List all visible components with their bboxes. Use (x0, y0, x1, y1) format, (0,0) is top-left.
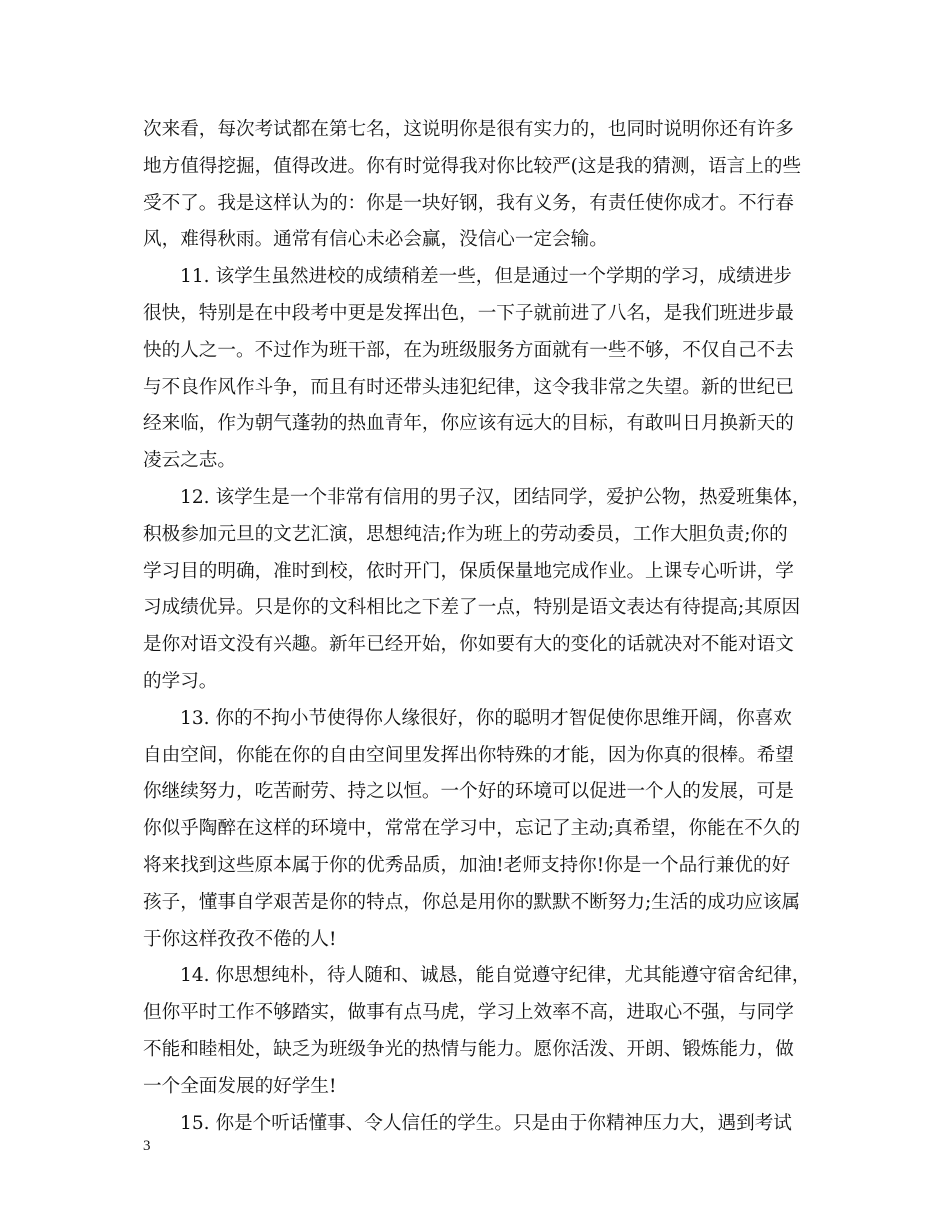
text-line: 凌云之志。 (143, 450, 236, 472)
text-line: 习成绩优异。只是你的文科相比之下差了一点，特别是语文表达有待提高;其原因 (143, 597, 801, 619)
paragraph-15-first-line: 15. 你是个听话懂事、令人信任的学生。只是由于你精神压力大，遇到考试 (180, 1112, 792, 1134)
paragraph-13-first-line: 13. 你的不拘小节使得你人缘很好，你的聪明才智促使你思维开阔，你喜欢 (180, 707, 792, 729)
text-line: 受不了。我是这样认为的：你是一块好钢，我有义务，有责任使你成才。不行春 (143, 192, 794, 214)
text-line: 次来看，每次考试都在第七名，这说明你是很有实力的，也同时说明你还有许多 (143, 119, 794, 140)
text-line: 风，难得秋雨。通常有信心未必会赢，没信心一定会输。 (143, 229, 608, 251)
text-line: 很快，特别是在中段考中更是发挥出色，一下子就前进了八名，是我们班进步最 (143, 302, 794, 324)
text-line: 地方值得挖掘，值得改进。你有时觉得我对你比较严(这是我的猜测，语言上的些 (143, 155, 802, 177)
page-number: 3 (143, 1138, 151, 1154)
page-body-text (143, 112, 825, 1142)
text-line: 你似乎陶醉在这样的环境中，常常在学习中，忘记了主动;真希望，你能在不久的 (143, 818, 801, 840)
text-line: 的学习。 (143, 670, 218, 692)
text-line: 将来找到这些原本属于你的优秀品质，加油!老师支持你!你是一个品行兼优的好 (143, 854, 791, 876)
text-line: 学习目的明确，准时到校，依时开门，保质保量地完成作业。上课专心听讲，学 (143, 560, 794, 582)
text-line: 但你平时工作不够踏实，做事有点马虎，学习上效率不高，进取心不强，与同学 (143, 1002, 794, 1024)
text-line: 你继续努力，吃苦耐劳、持之以恒。一个好的环境可以促进一个人的发展，可是 (143, 781, 794, 803)
text-line: 孩子，懂事自学艰苦是你的特点，你总是用你的默默不断努力;生活的成功应该属 (143, 891, 801, 913)
paragraph-14-first-line: 14. 你思想纯朴，待人随和、诚恳，能自觉遵守纪律，尤其能遵守宿舍纪律， (180, 965, 811, 987)
text-line: 与不良作风作斗争，而且有时还带头违犯纪律，这令我非常之失望。新的世纪已 (143, 376, 794, 398)
text-line: 快的人之一。不过作为班干部，在为班级服务方面就有一些不够，不仅自己不去 (143, 339, 794, 361)
text-line: 于你这样孜孜不倦的人! (143, 928, 337, 950)
text-line: 积极参加元旦的文艺汇演，思想纯洁;作为班上的劳动委员，工作大胆负责;你的 (143, 523, 788, 545)
text-line: 是你对语文没有兴趣。新年已经开始，你如要有大的变化的话就决对不能对语文 (143, 634, 794, 656)
paragraph-11-first-line: 11. 该学生虽然进校的成绩稍差一些，但是通过一个学期的学习，成绩进步 (180, 266, 792, 288)
text-line: 不能和睦相处，缺乏为班级争光的热情与能力。愿你活泼、开朗、锻炼能力，做 (143, 1038, 794, 1060)
text-line: 一个全面发展的好学生! (143, 1075, 337, 1097)
text-line: 经来临，作为朝气蓬勃的热血青年，你应该有远大的目标，有敢叫日月换新天的 (143, 413, 794, 435)
paragraph-12-first-line: 12. 该学生是一个非常有信用的男子汉，团结同学，爱护公物，热爱班集体， (180, 486, 811, 508)
text-line: 自由空间，你能在你的自由空间里发挥出你特殊的才能，因为你真的很棒。希望 (143, 744, 794, 766)
